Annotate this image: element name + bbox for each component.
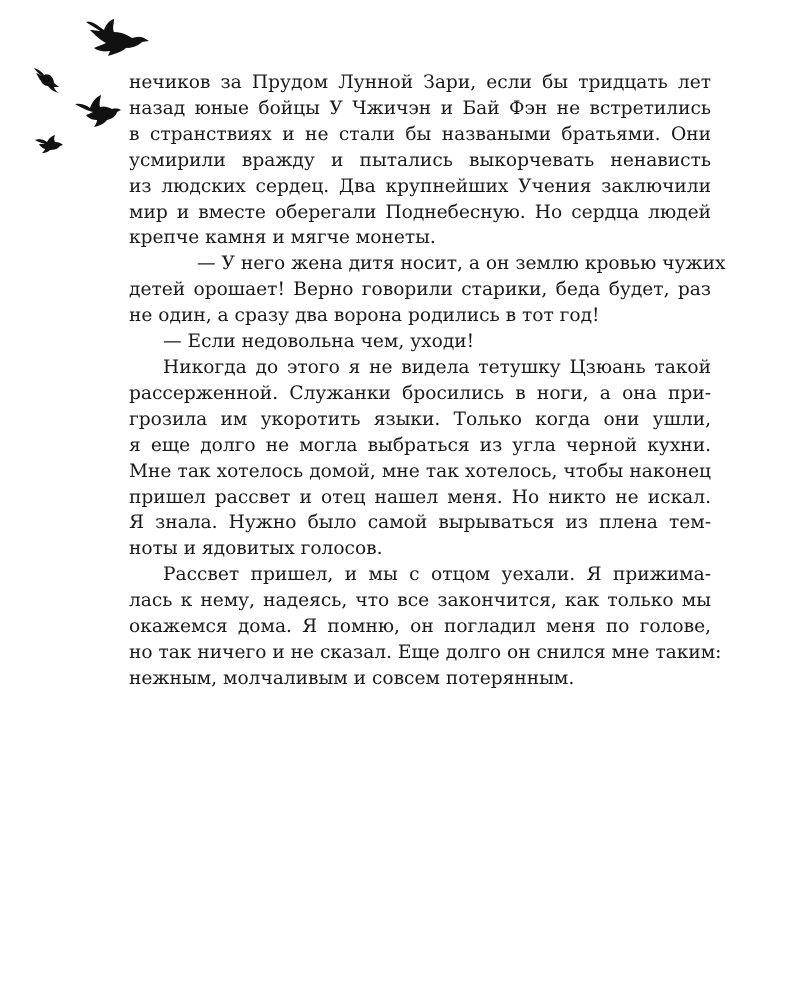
body-text [129, 70, 726, 692]
text-line: детей орошает! Верно говорили старики, беда будет, раз [129, 279, 711, 301]
text-line: не один, а сразу два ворона родились в тот год! [129, 305, 600, 327]
paragraph [129, 329, 711, 355]
text-line: в странствиях и не стали бы назваными братьями. Они [129, 123, 711, 145]
text-line: назад юные бойцы У Чжичэн и Бай Фэн не встретились [129, 97, 711, 119]
text-line: — У него жена дитя носит, а он землю кровью чужих [197, 253, 726, 275]
text-line: Мне так хотелось домой, мне так хотелось, чтобы наконец [129, 460, 711, 482]
crow-icon [74, 94, 122, 128]
text-line: из людских сердец. Два крупнейших Учения заключили [129, 175, 711, 197]
text-line: я еще долго не могла выбраться из угла черной кухни. [129, 434, 711, 456]
crow-icon [84, 18, 150, 58]
text-line: нечиков за Прудом Лунной Зари, если бы тридцать лет [129, 72, 711, 93]
crow-icon [32, 66, 62, 94]
text-line: — Если недовольна чем, уходи! [163, 331, 475, 353]
paragraph [129, 70, 711, 251]
text-line: грозила им укоротить языки. Только когда они ушли, [129, 408, 711, 430]
crow-icon [34, 134, 64, 154]
text-line: крепче камня и мягче монеты. [129, 227, 436, 249]
text-line: пришел рассвет и отец нашел меня. Но никто не искал. [129, 486, 711, 508]
text-line: но так ничего и не сказал. Еще долго он снился мне таким: [129, 641, 722, 663]
text-line: мир и вместе оберегали Поднебесную. Но сердца людей [129, 201, 711, 223]
paragraph [129, 562, 722, 692]
text-line: рассерженной. Служанки бросились в ноги, а она при- [129, 382, 711, 404]
text-line: лась к нему, надеясь, что все закончится, как только мы [129, 590, 711, 612]
text-line: ноты и ядовитых голосов. [129, 538, 383, 560]
text-line: окажемся дома. Я помню, он погладил меня по голове, [129, 616, 711, 638]
paragraph [129, 355, 711, 562]
text-line: усмирили вражду и пытались выкорчевать ненависть [129, 149, 711, 171]
paragraph [129, 251, 726, 329]
text-line: Никогда до этого я не видела тетушку Цзюань такой [163, 356, 711, 378]
text-line: нежным, молчаливым и совсем потерянным. [129, 667, 575, 689]
text-line: Я знала. Нужно было самой вырываться из плена тем- [129, 512, 711, 534]
text-line: Рассвет пришел, и мы с отцом уехали. Я прижима- [163, 564, 711, 586]
